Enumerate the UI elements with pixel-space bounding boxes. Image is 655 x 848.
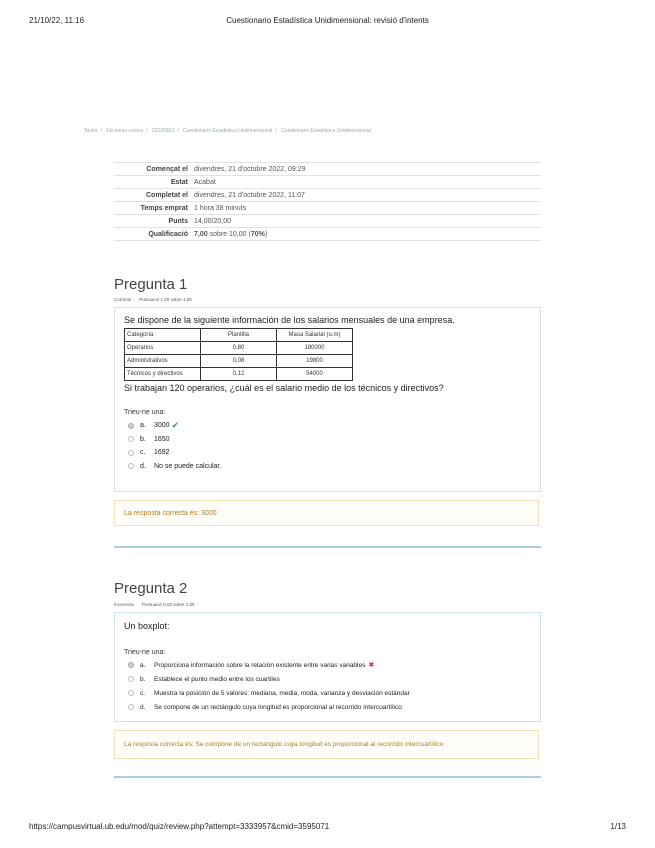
- breadcrumb-item-quiz-review[interactable]: Cuestionario Estadística Unidimensional: [281, 128, 371, 134]
- summary-row: [114, 176, 541, 189]
- option-letter: d.: [140, 462, 146, 470]
- salary-table: [124, 328, 353, 381]
- table-row: [125, 368, 353, 381]
- radio-button[interactable]: [128, 676, 134, 682]
- radio-button[interactable]: [128, 704, 134, 710]
- answer-option-d[interactable]: [124, 460, 540, 474]
- breadcrumb-item-dashboard[interactable]: Tauler: [84, 128, 98, 134]
- summary-row: [114, 163, 541, 176]
- table-cell: 0,12: [201, 368, 277, 381]
- radio-button[interactable]: [128, 662, 134, 668]
- table-header-row: [125, 329, 353, 342]
- radio-button[interactable]: [128, 423, 134, 429]
- summary-row: [114, 189, 541, 202]
- question-1-title: Pregunta 1: [114, 276, 188, 293]
- table-cell: 19800: [277, 355, 353, 368]
- summary-value: Acabat: [194, 176, 541, 189]
- summary-row: [114, 202, 541, 215]
- answer-option-b[interactable]: [124, 433, 540, 447]
- grade-percent: 70%: [250, 230, 265, 238]
- table-cell: Técnicos y directivos: [125, 368, 201, 381]
- summary-value: divendres, 21 d'octubre 2022, 09:29: [194, 163, 541, 176]
- print-title: Cuestionario Estadística Unidimensional: revisió d'intents: [226, 16, 429, 25]
- question-divider: [114, 776, 541, 778]
- print-url: https://campusvirtual.ub.edu/mod/quiz/review.php?attempt=3333957&cmid=3595071: [29, 822, 330, 831]
- question-2-box: [114, 612, 541, 722]
- summary-label: Començat el: [114, 163, 194, 176]
- option-letter: c.: [140, 449, 146, 457]
- question-1-box: [114, 307, 541, 492]
- answer-option-d[interactable]: [124, 700, 540, 714]
- table-cell: 54000: [277, 368, 353, 381]
- radio-button[interactable]: [128, 450, 134, 456]
- option-text: 3000: [154, 422, 170, 430]
- checkmark-icon: ✔: [171, 420, 180, 431]
- option-text: Muestra la posición de 5 valores: mediana, media, moda, varianza y desviación estándar: [154, 689, 410, 697]
- summary-label: Qualificació: [114, 228, 194, 241]
- answer-option-c[interactable]: [124, 686, 540, 700]
- summary-value: divendres, 21 d'octubre 2022, 11:07: [194, 189, 541, 202]
- table-header: Categoría: [125, 329, 201, 342]
- question-2-title: Pregunta 2: [114, 580, 188, 597]
- option-letter: c.: [140, 689, 146, 697]
- option-text: 1692: [154, 449, 170, 457]
- grade-score: 7,00: [194, 230, 208, 238]
- option-letter: a.: [140, 661, 146, 669]
- question-1-info: [114, 297, 200, 302]
- summary-label: Estat: [114, 176, 194, 189]
- table-cell: Operarios: [125, 342, 201, 355]
- table-header: Plantilla: [201, 329, 277, 342]
- option-letter: b.: [140, 675, 146, 683]
- question-1-status: Correcte: [114, 297, 132, 302]
- question-divider: [114, 546, 541, 548]
- summary-label: Completat el: [114, 189, 194, 202]
- question-1-score: Puntuació 1,00 sobre 1,00: [139, 297, 192, 302]
- option-text: Establece el punto medio entre los cuartiles: [154, 675, 280, 683]
- option-letter: b.: [140, 435, 146, 443]
- cross-icon: ✖: [368, 662, 375, 669]
- grade-value: [194, 228, 541, 241]
- summary-row: [114, 228, 541, 241]
- summary-label: Temps emprat: [114, 202, 194, 215]
- radio-button[interactable]: [128, 463, 134, 469]
- answer-option-a[interactable]: [124, 658, 540, 672]
- question-2-feedback: La resposta correcta és: Se compone de un rectángulo cuya longitud es proporcional al recorrido intercuartílico: [114, 730, 539, 759]
- question-1-text: Se dispone de la siguiente información de los salarios mensuales de una empresa.: [124, 315, 455, 325]
- print-date: 21/10/22, 11:16: [29, 16, 85, 25]
- breadcrumb-item-courses[interactable]: Els meus cursos: [106, 128, 144, 134]
- summary-label: Punts: [114, 215, 194, 228]
- table-row: [125, 342, 353, 355]
- option-letter: d.: [140, 703, 146, 711]
- table-cell: 0,80: [201, 342, 277, 355]
- table-header: Masa Salarial (u.m): [277, 329, 353, 342]
- table-row: [125, 355, 353, 368]
- question-1-question: Si trabajan 120 operarios, ¿cuál es el salario medio de los técnicos y directivos?: [124, 383, 444, 393]
- question-1-feedback: La resposta correcta és: 3000: [114, 500, 539, 526]
- answer-option-c[interactable]: [124, 446, 540, 460]
- option-text: Se compone de un rectángulo cuya longitud es proporcional al recorrido intercuartílico: [154, 703, 402, 711]
- table-cell: 180000: [277, 342, 353, 355]
- breadcrumb: Tauler / Els meus cursos / 22226603 / Cuestionario Estadística Unidimensional / Cuestionario Estadística Unidimensional: [84, 128, 371, 134]
- radio-button[interactable]: [128, 690, 134, 696]
- answer-prompt: Trieu-ne una:: [124, 409, 166, 416]
- summary-row: [114, 215, 541, 228]
- option-text: Proporciona información sobre la relación existente entre varias variables: [154, 661, 366, 669]
- option-text: 1650: [154, 435, 170, 443]
- attempt-summary-table: [114, 162, 541, 241]
- answer-prompt: Trieu-ne una:: [124, 649, 166, 656]
- option-letter: a.: [140, 422, 146, 430]
- question-2-text: Un boxplot:: [124, 621, 170, 631]
- grade-close: ): [264, 230, 268, 238]
- answer-option-a[interactable]: [124, 419, 540, 433]
- radio-button[interactable]: [128, 436, 134, 442]
- breadcrumb-item-quiz[interactable]: Cuestionario Estadística Unidimensional: [182, 128, 273, 134]
- page-number: 1/13: [610, 822, 626, 831]
- table-cell: Administrativos: [125, 355, 201, 368]
- question-2-info: [114, 602, 203, 607]
- breadcrumb-item-course-code[interactable]: 22226603: [151, 128, 175, 134]
- question-2-score: Puntuació 0,00 sobre 1,00: [142, 602, 195, 607]
- answer-option-b[interactable]: [124, 672, 540, 686]
- option-text: No se puede calcular.: [154, 462, 222, 470]
- question-2-status: Incorrecte: [114, 602, 135, 607]
- table-cell: 0,08: [201, 355, 277, 368]
- grade-out-of: sobre 10,00 (: [207, 230, 251, 238]
- summary-value: 14,00/20,00: [194, 215, 541, 228]
- summary-value: 1 hora 38 minuts: [194, 202, 541, 215]
